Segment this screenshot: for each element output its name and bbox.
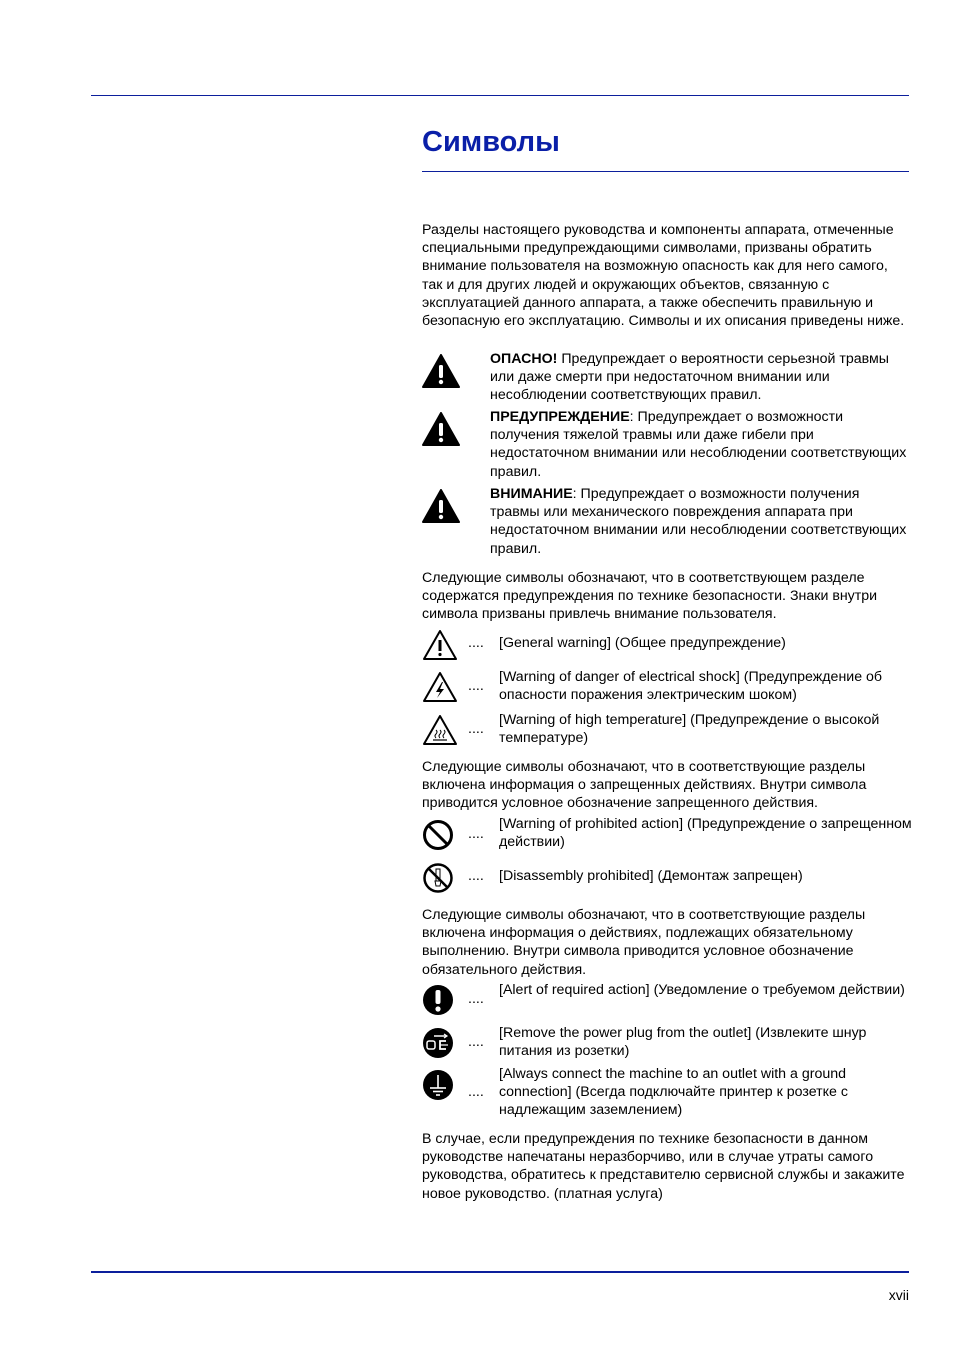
leader-dots: ....	[468, 721, 484, 737]
page-number: xvii	[888, 1287, 909, 1303]
leader-dots: ....	[468, 1084, 484, 1100]
symbol-description: [General warning] (Общее предупреждение)	[499, 635, 786, 651]
symbol-description: [Remove the power plug from the outlet] (Извлеките шнур питания из розетки)	[499, 1025, 867, 1060]
required-intro-text: Следующие символы обозначают, что в соответствующие разделы включена информация о действиях, подлежащих обязательному выполнению. Внутри символа приводится условное обозначение обязательного действия.	[422, 907, 866, 978]
remove-plug-icon	[422, 1027, 454, 1059]
closing-paragraph	[422, 1130, 912, 1203]
electrical-shock-icon	[422, 671, 458, 703]
warning-intro-text: Следующие символы обозначают, что в соответствующем разделе содержатся предупреждения по технике безопасности. Знаки внутри символа призваны привлечь внимание пользователя.	[422, 570, 878, 623]
required-action-icon	[422, 984, 454, 1016]
symbol-description: [Disassembly prohibited] (Демонтаж запрещен)	[499, 868, 803, 884]
disassembly-prohibited-icon	[422, 862, 454, 894]
symbol-description: [Warning of high temperature] (Предупреждение о высокой температуре)	[499, 712, 880, 747]
leader-dots: ....	[468, 826, 484, 842]
symbol-description: [Always connect the machine to an outlet with a ground connection] (Всегда подключайте принтер к розетке с надлежащим заземлением)	[499, 1066, 848, 1119]
symbol-description: [Warning of prohibited action] (Предупреждение о запрещенном действии)	[499, 816, 912, 851]
leader-dots: ....	[468, 868, 484, 884]
prohibited-action-icon	[422, 819, 454, 851]
header-rule	[91, 95, 909, 96]
level-description: Предупреждает о вероятности серьезной травмы или даже смерти при недостаточном внимании или несоблюдении соответствующих правил.	[490, 351, 889, 404]
high-temperature-icon	[422, 714, 458, 746]
level-label: ПРЕДУПРЕЖДЕНИЕ	[490, 409, 630, 425]
required-intro	[422, 906, 912, 979]
closing-text: В случае, если предупреждения по технике безопасности в данном руководстве напечатаны неразборчиво, или в случае утраты самого руководства, обратитесь к представителю сервисной службы и закажите новое руководство. (платная услуга)	[422, 1131, 905, 1202]
warning-intro	[422, 569, 912, 624]
ground-connection-icon	[422, 1069, 454, 1101]
intro-text: Разделы настоящего руководства и компоненты аппарата, отмеченные специальными предупреждающими символами, призваны обратить внимание пользователя на возможную опасность как для него самого, так и для других людей и окружающих объектов, связанную с эксплуатацией данного аппарата, а также обеспечить правильную и безопасную его эксплуатацию. Символы и их описания приведены ниже.	[422, 222, 905, 330]
leader-dots: ....	[468, 991, 484, 1007]
intro-paragraph	[422, 221, 912, 330]
general-warning-icon	[422, 629, 458, 661]
prohibited-intro	[422, 758, 912, 813]
caution-triangle-icon	[422, 489, 460, 523]
warning-triangle-icon	[422, 412, 460, 446]
prohibited-intro-text: Следующие символы обозначают, что в соответствующие разделы включена информация о запрещенных действиях. Внутри символа приводится условное обозначение запрещенного действия.	[422, 759, 867, 812]
danger-triangle-icon	[422, 354, 460, 388]
leader-dots: ....	[468, 635, 484, 651]
level-description: : Предупреждает о возможности получения травмы или механического повреждения аппарата при недостаточном внимании или несоблюдении соответствующих правил.	[490, 486, 907, 557]
leader-dots: ....	[468, 678, 484, 694]
title-underline	[422, 171, 909, 172]
leader-dots: ....	[468, 1034, 484, 1050]
page-title: Символы	[422, 126, 560, 158]
level-description: : Предупреждает о возможности получения тяжелой травмы или даже гибели при недостаточном внимании или несоблюдении соответствующих правил.	[490, 409, 907, 480]
level-label: ОПАСНО!	[490, 351, 558, 367]
level-label: ВНИМАНИЕ	[490, 486, 573, 502]
footer-rule	[91, 1271, 909, 1273]
symbol-description: [Warning of danger of electrical shock] (Предупреждение об опасности поражения электрическим шоком)	[499, 669, 883, 704]
symbol-description: [Alert of required action] (Уведомление о требуемом действии)	[499, 982, 905, 998]
